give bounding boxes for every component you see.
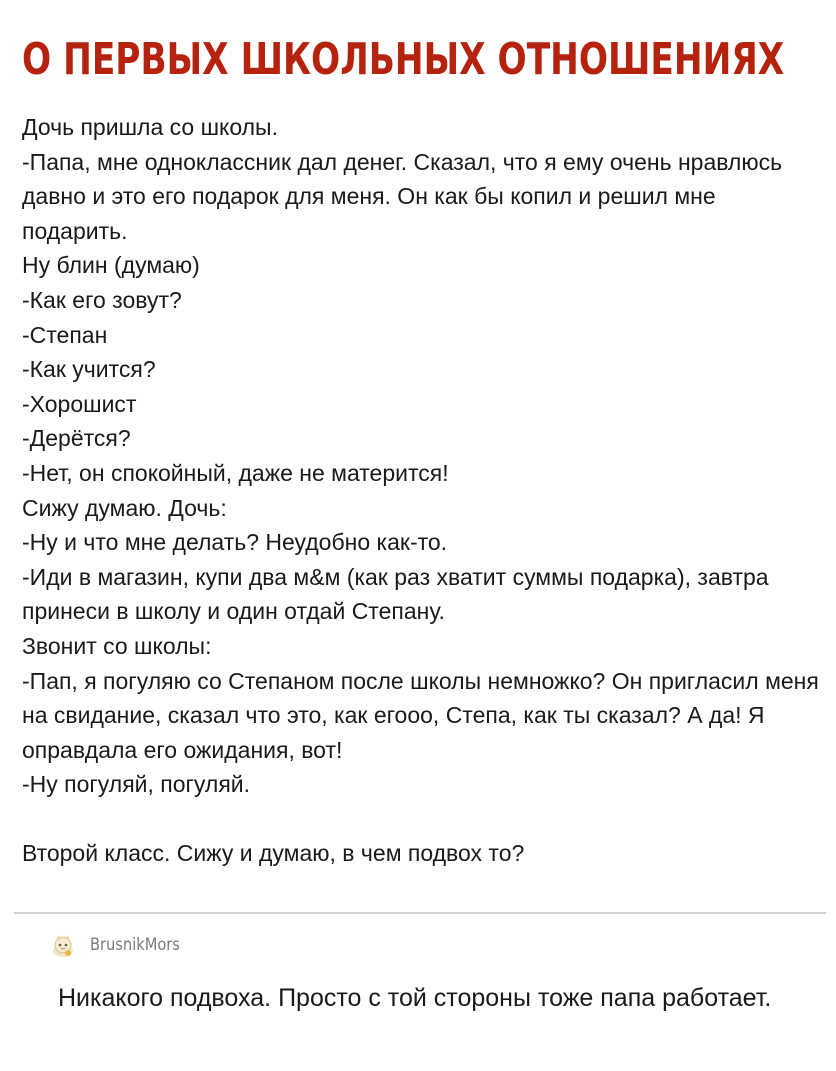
comment-username[interactable]: BrusnikMors [90,935,180,955]
story-line: -Папа, мне одноклассник дал денег. Сказал, что я ему очень нравлюсь давно и это его подарок для меня. Он как бы копил и решил мне подарить. [22,148,783,244]
comment-divider [14,912,826,914]
cat-avatar-icon[interactable] [50,932,76,958]
story-blank-line [22,802,822,837]
comment-text: Никакого подвоха. Просто с той стороны тоже папа работает. [58,984,772,1012]
story-line: Второй класс. Сижу и думаю, в чем подвох то? [22,840,525,867]
story-line: -Ну погуляй, погуляй. [22,771,251,798]
post-title: О ПЕРВЫХ ШКОЛЬНЫХ ОТНОШЕНИЯХ [22,34,785,85]
story-line: -Как его зовут? [22,286,182,313]
story-line: -Дерётся? [22,425,131,452]
story-line: -Как учится? [22,356,156,383]
story-line: -Нет, он спокойный, даже не матерится! [22,459,449,486]
story-line: Сижу думаю. Дочь: [22,494,227,521]
story-text [22,110,822,871]
story-line: -Пап, я погуляю со Степаном после школы немножко? Он пригласил меня на свидание, сказал что это, как егооо, Степа, как ты сказал? А да! Я оправдала его ожидания, вот! [22,667,819,763]
story-line: -Иди в магазин, купи два м&м (как раз хватит суммы подарка), завтра принеси в школу и один отдай Степану. [22,563,769,625]
story-line: Ну блин (думаю) [22,252,200,279]
comment-header [50,932,195,958]
story-line: -Хорошист [22,390,137,417]
story-line: Звонит со школы: [22,632,212,659]
story-line: Дочь пришла со школы. [22,114,278,140]
story-line: -Степан [22,321,108,348]
story-line: -Ну и что мне делать? Неудобно как-то. [22,529,448,556]
